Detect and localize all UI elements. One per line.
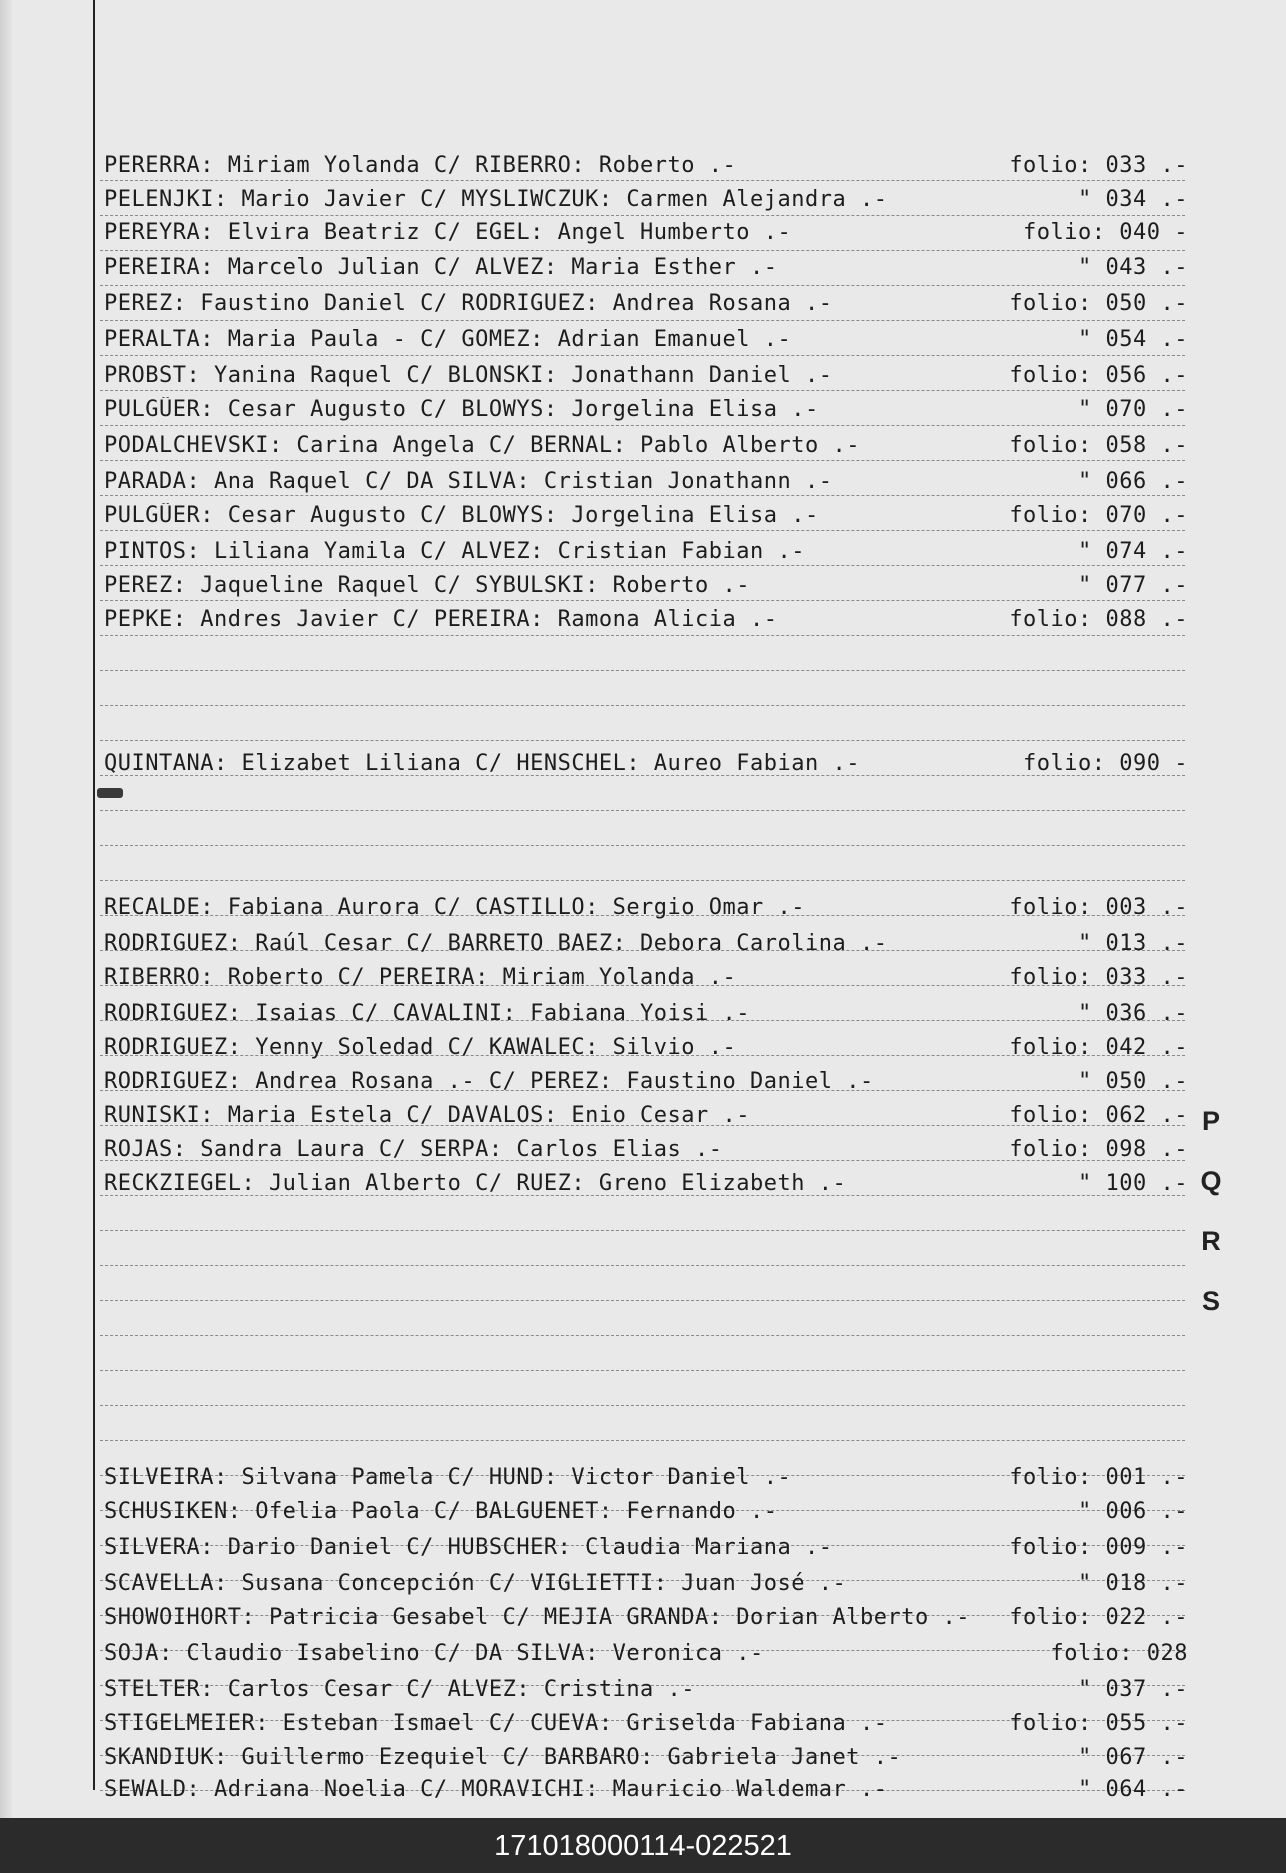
entry-names: SOJA: Claudio Isabelino C/ DA SILVA: Veronica .- xyxy=(104,1641,764,1666)
entry-folio: folio: 056 .- xyxy=(1009,363,1188,388)
ruled-line xyxy=(100,1370,1185,1371)
entry-folio: folio: 090 - xyxy=(1023,751,1188,776)
entry-names: STELTER: Carlos Cesar C/ ALVEZ: Cristina .- xyxy=(104,1677,696,1702)
entry-folio: " 100 .- xyxy=(1078,1171,1188,1196)
entry-folio: " 034 .- xyxy=(1078,187,1188,212)
entry-names: PEPKE: Andres Javier C/ PEREIRA: Ramona Alicia .- xyxy=(104,607,778,632)
register-entry xyxy=(104,744,1194,776)
register-entry xyxy=(104,1598,1194,1630)
entry-folio: " 054 .- xyxy=(1078,327,1188,352)
entry-folio: folio: 009 .- xyxy=(1009,1535,1188,1560)
register-entry xyxy=(104,958,1194,990)
index-letter-s: S xyxy=(1201,1286,1220,1316)
entry-folio: folio: 001 .- xyxy=(1009,1465,1188,1490)
entry-folio: " 050 .- xyxy=(1078,1069,1188,1094)
register-entry xyxy=(104,180,1194,212)
register-entry xyxy=(104,1670,1194,1702)
register-entry xyxy=(104,566,1194,598)
entry-names: PELENJKI: Mario Javier C/ MYSLIWCZUK: Carmen Alejandra .- xyxy=(104,187,888,212)
page-left-edge xyxy=(0,0,12,1818)
entry-names: SKANDIUK: Guillermo Ezequiel C/ BARBARO: Gabriela Janet .- xyxy=(104,1745,902,1770)
entry-names: SEWALD: Adriana Noelia C/ MORAVICHI: Mauricio Waldemar .- xyxy=(104,1777,888,1802)
entry-names: SILVEIRA: Silvana Pamela C/ HUND: Victor Daniel .- xyxy=(104,1465,792,1490)
entry-names: PROBST: Yanina Raquel C/ BLONSKI: Jonathann Daniel .- xyxy=(104,363,833,388)
entry-folio: folio: 088 .- xyxy=(1009,607,1188,632)
entry-folio: " 070 .- xyxy=(1078,397,1188,422)
entry-names: PEREZ: Jaqueline Raquel C/ SYBULSKI: Roberto .- xyxy=(104,573,751,598)
ruled-line xyxy=(100,705,1185,706)
register-entry xyxy=(104,320,1194,352)
entry-names: PULGÜER: Cesar Augusto C/ BLOWYS: Jorgelina Elisa .- xyxy=(104,503,819,528)
register-entry xyxy=(104,1028,1194,1060)
entry-names: QUINTANA: Elizabet Liliana C/ HENSCHEL: Aureo Fabian .- xyxy=(104,751,860,776)
entry-names: STIGELMEIER: Esteban Ismael C/ CUEVA: Griselda Fabiana .- xyxy=(104,1711,888,1736)
entry-folio: folio: 055 .- xyxy=(1009,1711,1188,1736)
margin-line xyxy=(93,0,95,1790)
entry-folio: folio: 042 .- xyxy=(1009,1035,1188,1060)
ruled-line xyxy=(100,810,1185,811)
entry-names: RECKZIEGEL: Julian Alberto C/ RUEZ: Greno Elizabeth .- xyxy=(104,1171,847,1196)
register-entry xyxy=(104,146,1194,178)
index-letter-p: P xyxy=(1201,1106,1220,1136)
ruled-line xyxy=(100,1335,1185,1336)
ruled-line xyxy=(100,635,1185,636)
register-entry xyxy=(104,1528,1194,1560)
entry-folio: " 006 .- xyxy=(1078,1499,1188,1524)
entry-folio: folio: 028 xyxy=(1050,1641,1188,1666)
entry-folio: " 043 .- xyxy=(1078,255,1188,280)
register-entry xyxy=(104,496,1194,528)
entry-folio: folio: 062 .- xyxy=(1009,1103,1188,1128)
entry-names: RECALDE: Fabiana Aurora C/ CASTILLO: Sergio Omar .- xyxy=(104,895,806,920)
register-entry xyxy=(104,1704,1194,1736)
entry-folio: folio: 098 .- xyxy=(1009,1137,1188,1162)
entry-names: RODRIGUEZ: Isaias C/ CAVALINI: Fabiana Yoisi .- xyxy=(104,1001,751,1026)
entry-folio: folio: 022 .- xyxy=(1009,1605,1188,1630)
entry-folio: " 064 .- xyxy=(1078,1777,1188,1802)
entry-folio: " 013 .- xyxy=(1078,931,1188,956)
entry-names: RIBERRO: Roberto C/ PEREIRA: Miriam Yolanda .- xyxy=(104,965,737,990)
register-entry xyxy=(104,462,1194,494)
register-entry xyxy=(104,213,1194,245)
ruled-line xyxy=(100,845,1185,846)
entry-folio: " 036 .- xyxy=(1078,1001,1188,1026)
entry-names: PERALTA: Maria Paula - C/ GOMEZ: Adrian Emanuel .- xyxy=(104,327,792,352)
entry-folio: folio: 003 .- xyxy=(1009,895,1188,920)
entry-folio: folio: 058 .- xyxy=(1009,433,1188,458)
entry-names: PEREYRA: Elvira Beatriz C/ EGEL: Angel Humberto .- xyxy=(104,220,792,245)
register-entry xyxy=(104,284,1194,316)
register-entry xyxy=(104,390,1194,422)
register-entry xyxy=(104,1096,1194,1128)
index-letter-r: R xyxy=(1201,1226,1221,1256)
entry-folio: folio: 040 - xyxy=(1023,220,1188,245)
ruled-line xyxy=(100,1300,1185,1301)
register-entry xyxy=(104,248,1194,280)
register-entry xyxy=(104,1738,1194,1770)
ruled-line xyxy=(100,1265,1185,1266)
register-entry xyxy=(104,1062,1194,1094)
register-entry xyxy=(104,426,1194,458)
ruled-line xyxy=(100,530,1185,531)
register-entry xyxy=(104,1130,1194,1162)
ruled-line xyxy=(100,460,1185,461)
entry-folio: folio: 033 .- xyxy=(1009,965,1188,990)
ruled-line xyxy=(100,880,1185,881)
entry-folio: " 018 .- xyxy=(1078,1571,1188,1596)
entry-folio: " 066 .- xyxy=(1078,469,1188,494)
entry-names: PEREZ: Faustino Daniel C/ RODRIGUEZ: Andrea Rosana .- xyxy=(104,291,833,316)
entry-names: RODRIGUEZ: Yenny Soledad C/ KAWALEC: Silvio .- xyxy=(104,1035,737,1060)
entry-folio: folio: 033 .- xyxy=(1009,153,1188,178)
ink-blot xyxy=(97,788,123,798)
entry-folio: folio: 070 .- xyxy=(1009,503,1188,528)
ruled-line xyxy=(100,1230,1185,1231)
register-entry xyxy=(104,532,1194,564)
entry-names: PERERRA: Miriam Yolanda C/ RIBERRO: Roberto .- xyxy=(104,153,737,178)
entry-folio: " 077 .- xyxy=(1078,573,1188,598)
entry-names: RODRIGUEZ: Andrea Rosana .- C/ PEREZ: Faustino Daniel .- xyxy=(104,1069,874,1094)
entry-names: RUNISKI: Maria Estela C/ DAVALOS: Enio Cesar .- xyxy=(104,1103,751,1128)
entry-names: PARADA: Ana Raquel C/ DA SILVA: Cristian Jonathann .- xyxy=(104,469,833,494)
entry-folio: " 067 .- xyxy=(1078,1745,1188,1770)
entry-names: SCHUSIKEN: Ofelia Paola C/ BALGUENET: Fernando .- xyxy=(104,1499,778,1524)
ruled-line xyxy=(100,1440,1185,1441)
entry-names: PODALCHEVSKI: Carina Angela C/ BERNAL: Pablo Alberto .- xyxy=(104,433,860,458)
entry-folio: " 037 .- xyxy=(1078,1677,1188,1702)
ruled-line xyxy=(100,740,1185,741)
entry-names: RODRIGUEZ: Raúl Cesar C/ BARRETO BAEZ: Debora Carolina .- xyxy=(104,931,888,956)
entry-names: PEREIRA: Marcelo Julian C/ ALVEZ: Maria Esther .- xyxy=(104,255,778,280)
entry-names: SCAVELLA: Susana Concepción C/ VIGLIETTI: Juan José .- xyxy=(104,1571,847,1596)
register-entry xyxy=(104,1458,1194,1490)
entry-names: SHOWOIHORT: Patricia Gesabel C/ MEJIA GRANDA: Dorian Alberto .- xyxy=(104,1605,970,1630)
entry-names: SILVERA: Dario Daniel C/ HUBSCHER: Claudia Mariana .- xyxy=(104,1535,833,1560)
ruled-line xyxy=(100,1405,1185,1406)
entry-names: ROJAS: Sandra Laura C/ SERPA: Carlos Elias .- xyxy=(104,1137,723,1162)
index-letter-q: Q xyxy=(1200,1166,1222,1196)
register-entry xyxy=(104,1564,1194,1596)
register-entry xyxy=(104,1164,1194,1196)
entry-folio: " 074 .- xyxy=(1078,539,1188,564)
scan-code: 171018000114-022521 xyxy=(494,1830,792,1862)
register-entry xyxy=(104,924,1194,956)
register-entry xyxy=(104,1770,1194,1802)
entry-names: PULGÜER: Cesar Augusto C/ BLOWYS: Jorgelina Elisa .- xyxy=(104,397,819,422)
register-entry xyxy=(104,356,1194,388)
register-entry xyxy=(104,1492,1194,1524)
register-entry xyxy=(104,1634,1194,1666)
entry-names: PINTOS: Liliana Yamila C/ ALVEZ: Cristian Fabian .- xyxy=(104,539,806,564)
register-entry xyxy=(104,994,1194,1026)
ruled-line xyxy=(100,670,1185,671)
register-entry xyxy=(104,888,1194,920)
register-entry xyxy=(104,600,1194,632)
entry-folio: folio: 050 .- xyxy=(1009,291,1188,316)
